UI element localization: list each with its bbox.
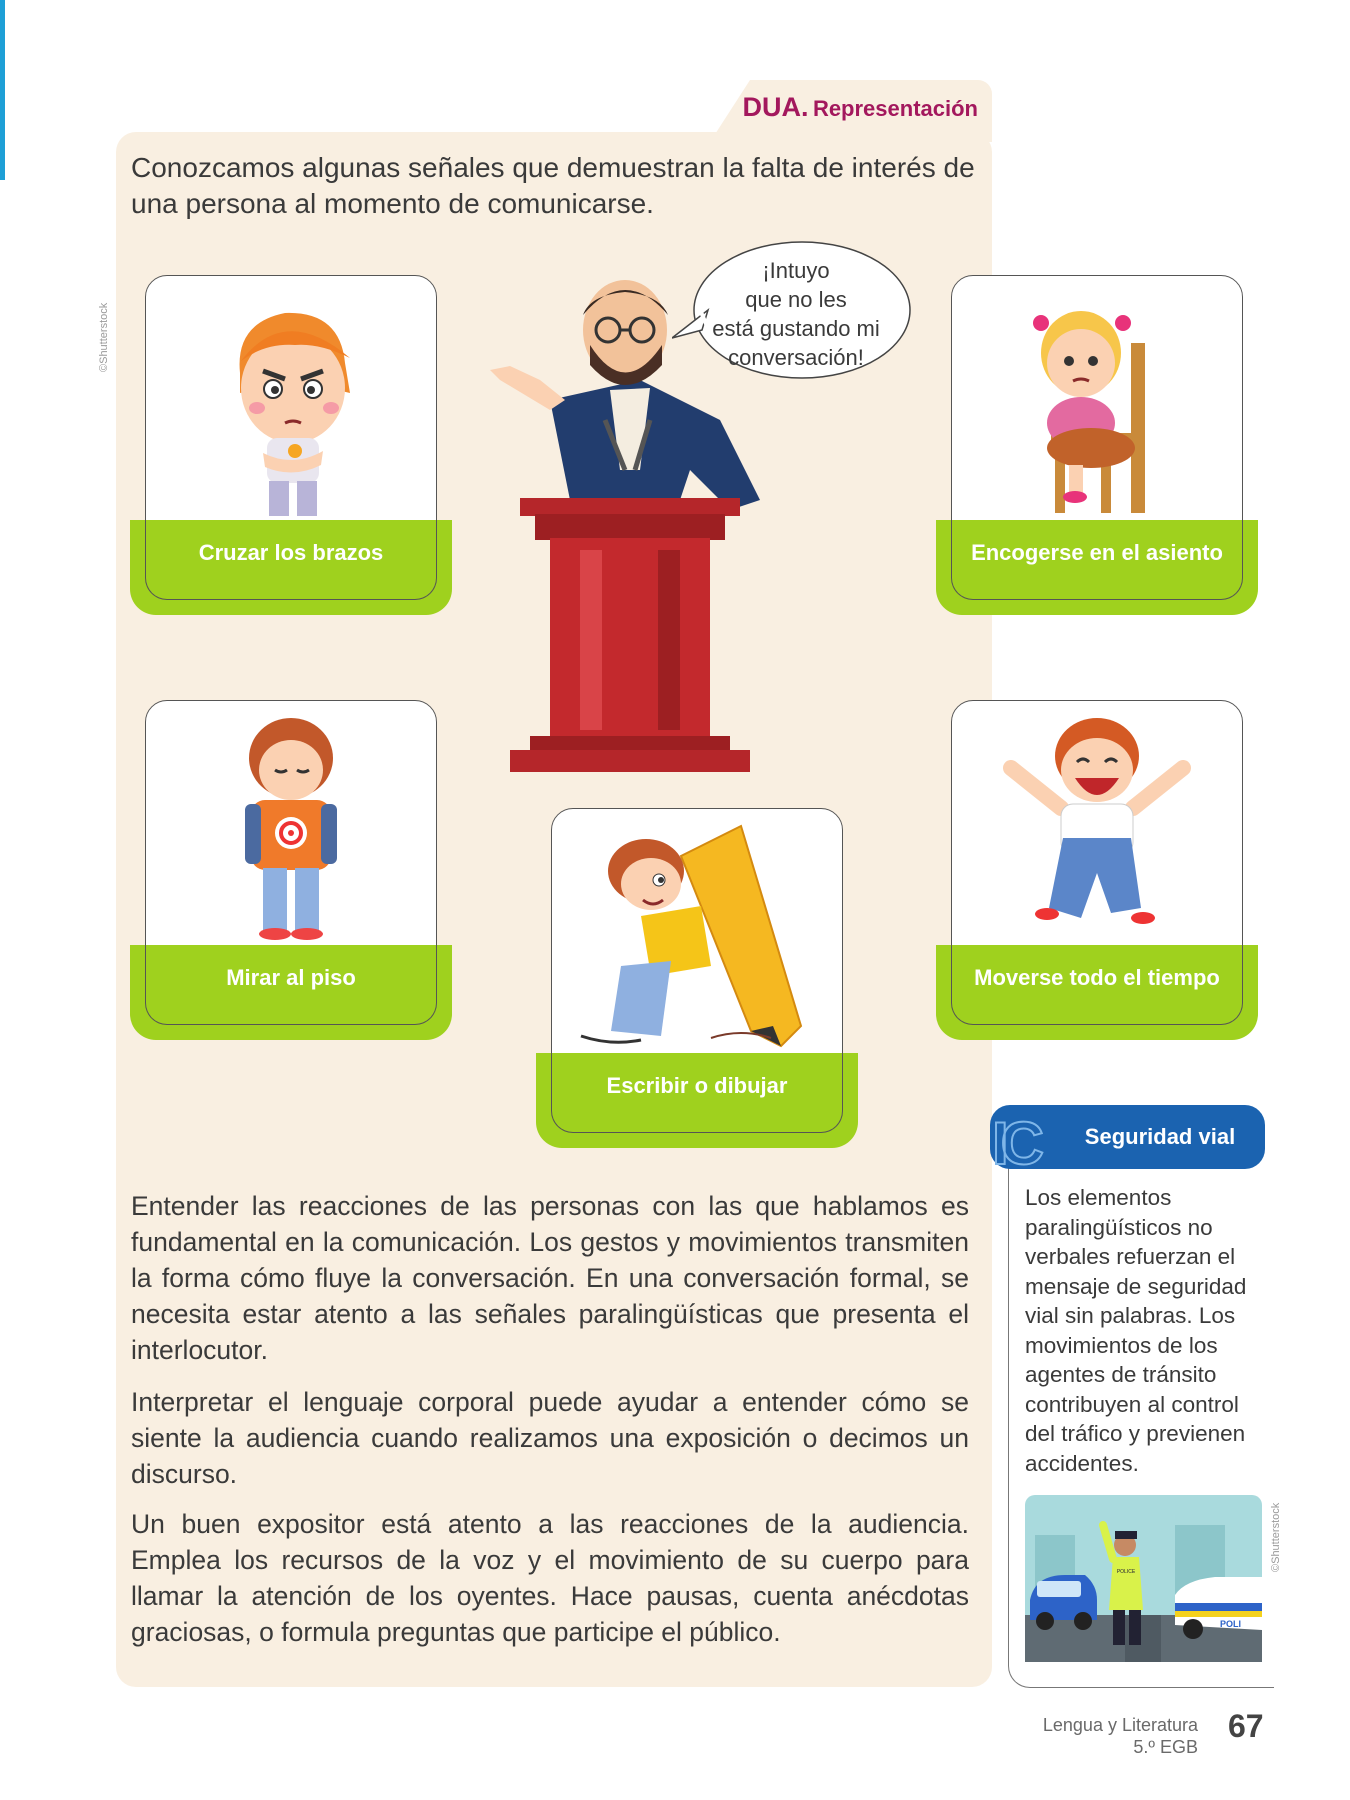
- jumping-boy-illustration: [951, 708, 1243, 943]
- boy-with-pencil-illustration: [551, 816, 843, 1051]
- car-label: POLI: [1220, 1619, 1242, 1629]
- vest-label: POLICE: [1116, 1569, 1136, 1575]
- card-move-constantly: [936, 700, 1258, 1040]
- paragraph: Un buen expositor está atento a las reacciones de la audiencia. Emplea los recursos de la voz y el movimiento de su cuerpo para llamar la atención de los oyentes. Hace pausas, cuenta anécdotas graciosas, o formula preguntas que participe el público.: [131, 1509, 969, 1647]
- grade-label: 5.º EGB: [1133, 1737, 1198, 1757]
- angry-boy-illustration: [145, 283, 437, 518]
- card-label: Mirar al piso: [226, 965, 356, 990]
- tag-bold: DUA.: [742, 92, 809, 122]
- card-cross-arms: [130, 275, 452, 615]
- card-label: Moverse todo el tiempo: [974, 965, 1220, 990]
- image-credit-right: ©Shutterstock: [1270, 1502, 1282, 1572]
- sidebar-title: Seguridad vial: [1084, 1124, 1236, 1149]
- section-tag: [738, 92, 978, 123]
- tag-rest: Representación: [812, 96, 978, 121]
- page-edge-accent: [0, 0, 5, 180]
- traffic-officer-illustration: [1025, 1495, 1262, 1662]
- speech-bubble-text: ¡Intuyo que no les está gustando mi conversación!: [712, 258, 880, 370]
- paragraph: Entender las reacciones de las personas con las que hablamos es fundamental en la comunicación. Los gestos y movimientos transmiten la forma cómo fluye la conversación. En una conversación formal, se necesita estar atento a las señales paralingüísticas que presenta el interlocutor.: [131, 1191, 969, 1365]
- paragraph: Interpretar el lenguaje corporal puede ayudar a entender cómo se siente la audiencia cuando realizamos una exposición o decimos un discurso.: [131, 1387, 969, 1489]
- card-label: Encogerse en el asiento: [971, 540, 1223, 565]
- image-credit-left: ©Shutterstock: [98, 302, 110, 372]
- ic-logo: IC: [992, 1110, 1036, 1177]
- card-label: Escribir o dibujar: [606, 1073, 788, 1098]
- card-look-down: [130, 700, 452, 1040]
- card-label: Cruzar los brazos: [198, 540, 384, 565]
- card-write-draw: [536, 808, 858, 1148]
- subject-name: Lengua y Literatura: [1042, 1715, 1198, 1735]
- footer-subject: [1000, 1714, 1198, 1758]
- card-slouch-seat: [936, 275, 1258, 615]
- intro-text: Conozcamos algunas señales que demuestran la falta de interés de una persona al momento de comunicarse.: [131, 152, 975, 219]
- page-number: 67: [1228, 1708, 1264, 1744]
- girl-on-chair-illustration: [951, 283, 1243, 518]
- sidebar-text: Los elementos paralingüísticos no verbales refuerzan el mensaje de seguridad vial sin palabras. Los movimientos de los agentes de tránsito contribuyen al control del tráfico y previenen accidentes.: [1025, 1185, 1247, 1476]
- sad-boy-illustration: [145, 708, 437, 943]
